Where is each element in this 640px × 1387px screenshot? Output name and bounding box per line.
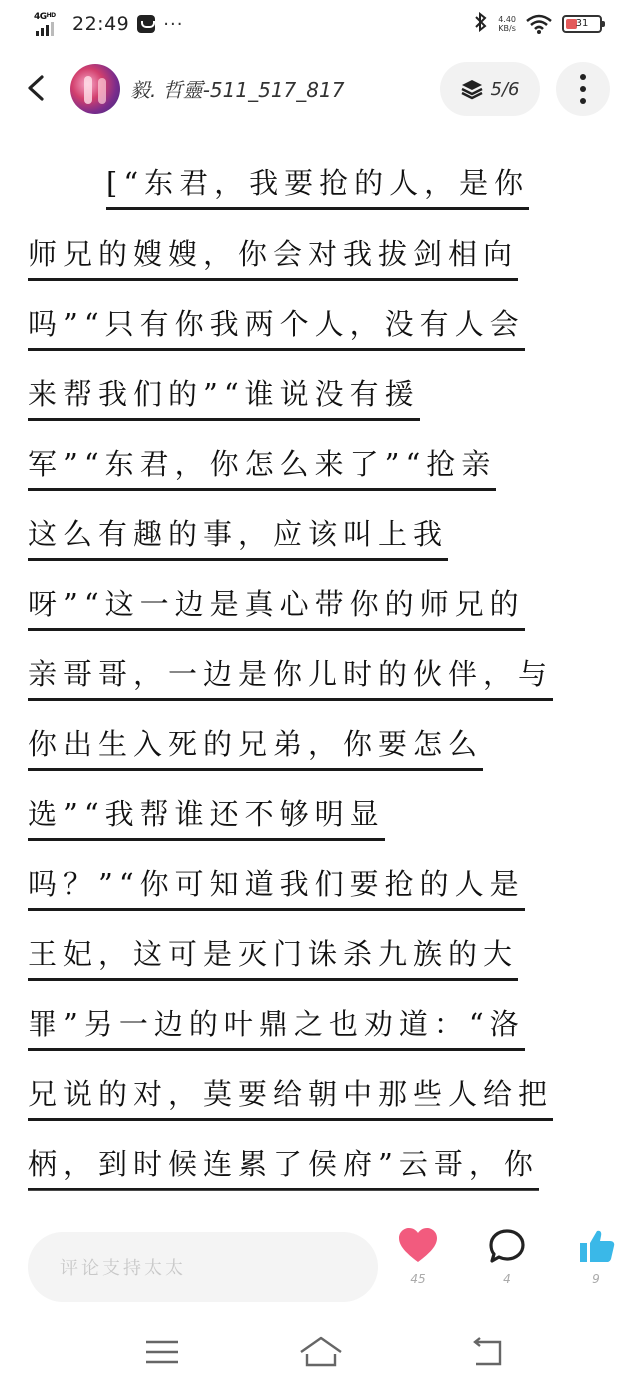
network-speed: 4.40 KB/s xyxy=(498,15,516,33)
like-count: 45 xyxy=(410,1272,426,1286)
page-indicator: 5/6 xyxy=(490,78,520,100)
comment-count: 4 xyxy=(503,1272,511,1286)
text-line: 军”“东君，你怎么来了”“抢亲 xyxy=(28,444,496,514)
status-bar xyxy=(0,0,640,48)
thumbs-up-button[interactable] xyxy=(566,1228,626,1286)
author-name[interactable]: 毅. 哲靈-511_517_817 xyxy=(130,78,345,102)
back-nav-icon[interactable] xyxy=(468,1332,508,1372)
back-arrow-icon[interactable] xyxy=(22,73,52,103)
content-fade xyxy=(0,1190,640,1230)
text-line: 师兄的嫂嫂，你会对我拔剑相向 xyxy=(28,234,518,304)
text-line: 吗？”“你可知道我们要抢的人是 xyxy=(28,864,525,934)
text-line: 来帮我们的”“谁说没有援 xyxy=(28,374,420,444)
comment-input[interactable]: 评论支持太太 xyxy=(28,1232,378,1302)
comment-button[interactable] xyxy=(477,1228,537,1286)
text-line: 吗”“只有你我两个人，没有人会 xyxy=(28,304,525,374)
text-line: 呀”“这一边是真心带你的师兄的 xyxy=(28,584,525,654)
layers-icon xyxy=(461,78,483,100)
post-content xyxy=(0,155,640,1210)
bluetooth-icon xyxy=(474,12,488,37)
text-line: 罪”另一边的叶鼎之也劝道：“洛 xyxy=(28,1004,525,1074)
signal-icon: $4G^{HD}$ xyxy=(34,12,64,36)
header xyxy=(0,56,640,122)
page-indicator-button[interactable] xyxy=(440,62,540,116)
text-line: 这么有趣的事，应该叫上我 xyxy=(28,514,448,584)
text-line: [“东君，我要抢的人，是你 xyxy=(106,163,529,233)
thumbs-up-icon xyxy=(576,1228,616,1264)
home-icon[interactable] xyxy=(298,1332,344,1372)
text-line: 选”“我帮谁还不够明显 xyxy=(28,794,385,864)
text-line: 你出生入死的兄弟，你要怎么 xyxy=(28,724,483,794)
text-line: 亲哥哥，一边是你儿时的伙伴，与 xyxy=(28,654,553,724)
heart-icon xyxy=(398,1228,438,1264)
more-options-button[interactable] xyxy=(556,62,610,116)
system-nav-bar xyxy=(0,1320,640,1387)
wifi-icon xyxy=(526,14,552,34)
comment-bubble-icon xyxy=(488,1228,526,1264)
more-notifications-icon: ··· xyxy=(163,13,184,35)
text-line: 王妃，这可是灭门诛杀九族的大 xyxy=(28,934,518,1004)
menu-icon[interactable] xyxy=(142,1332,182,1372)
clock: 22:49 xyxy=(72,13,130,35)
battery-icon: 31 xyxy=(562,15,602,33)
avatar[interactable] xyxy=(70,64,120,114)
like-button[interactable] xyxy=(388,1228,448,1286)
app-notification-icon xyxy=(137,15,155,33)
thumbs-count: 9 xyxy=(592,1272,600,1286)
text-line: 柄，到时候连累了侯府”云哥，你 xyxy=(28,1144,539,1210)
text-line: 兄说的对，莫要给朝中那些人给把 xyxy=(28,1074,553,1144)
